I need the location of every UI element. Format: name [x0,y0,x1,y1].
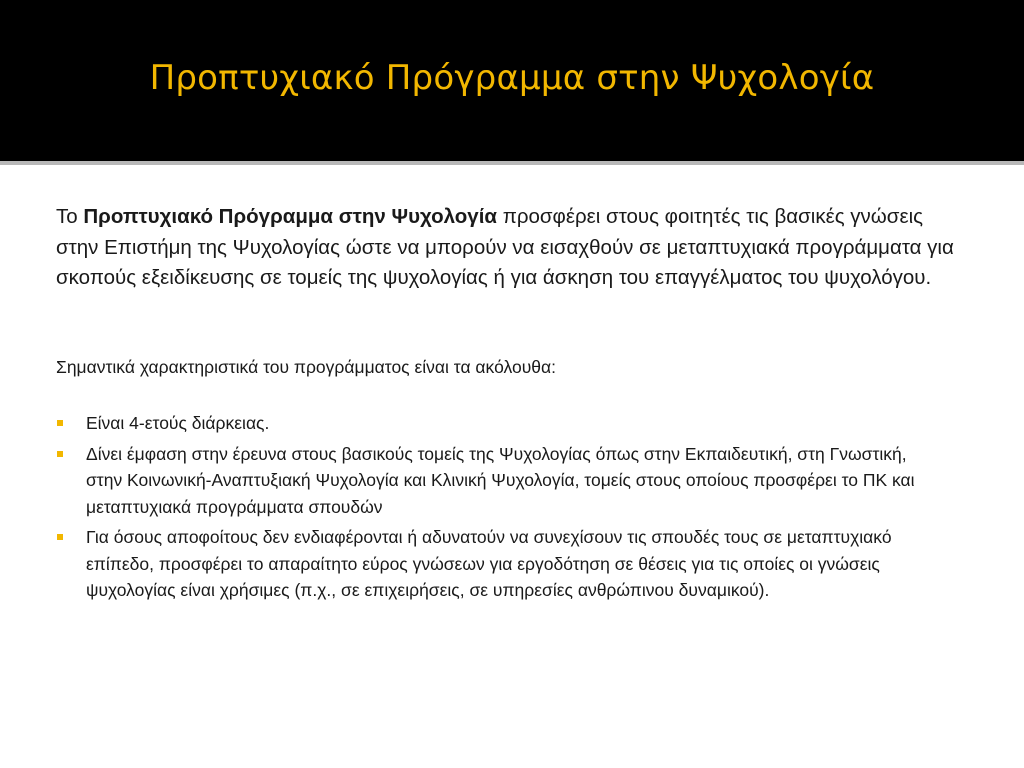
intro-paragraph [56,202,968,294]
feature-list [56,410,936,608]
list-item-text: Για όσους αποφοίτους δεν ενδιαφέρονται ή αδυνατούν να συνεχίσουν τις σπουδές τους σε μεταπτυχιακό επίπεδο, προσφέρει το απαραίτητο εύρος γνώσεων για εργοδότηση σε θέσεις για τις οποίες οι γνώσεις ψυχολογίας είναι χρήσιμες (π.χ., σε επιχειρήσεις, σε υπηρεσίες ανθρώπινου δυναμικού). [86,527,892,600]
slide-title: Προπτυχιακό Πρόγραμμα στην Ψυχολογία [149,58,875,98]
list-item-text: Είναι 4-ετούς διάρκειας. [86,413,270,433]
bullet-square-icon [57,420,63,426]
bullet-square-icon [57,534,63,540]
features-heading: Σημαντικά χαρακτηριστικά του προγράμματος είναι τα ακόλουθα: [56,357,556,377]
title-band [0,0,1024,160]
list-item [56,441,936,521]
slide-content [0,165,1024,768]
bullet-square-icon [57,451,63,457]
intro-rest: προσφέρει στους φοιτητές τις βασικές γνώσεις στην Επιστήμη της Ψυχολογίας ώστε να μπορούν να εισαχθούν σε μεταπτυχιακά προγράμματα για σκοπούς εξειδίκευσης σε τομείς της ψυχολογίας ή για άσκηση του επαγγέλματος του ψυχολόγου. [56,205,954,289]
list-item-text: Δίνει έμφαση στην έρευνα στους βασικούς τομείς της Ψυχολογίας όπως στην Εκπαιδευτική, στη Γνωστική, στην Κοινωνική-Αναπτυξιακή Ψυχολογία και Κλινική Ψυχολογία, τομείς στους οποίους προσφέρει το ΠΚ και μεταπτυχιακά προγράμματα σπουδών [86,443,915,517]
list-item [56,524,936,604]
list-item [56,410,936,437]
intro-prefix: Το [56,205,84,228]
intro-program-name: Προπτυχιακό Πρόγραμμα στην Ψυχολογία [83,205,497,228]
